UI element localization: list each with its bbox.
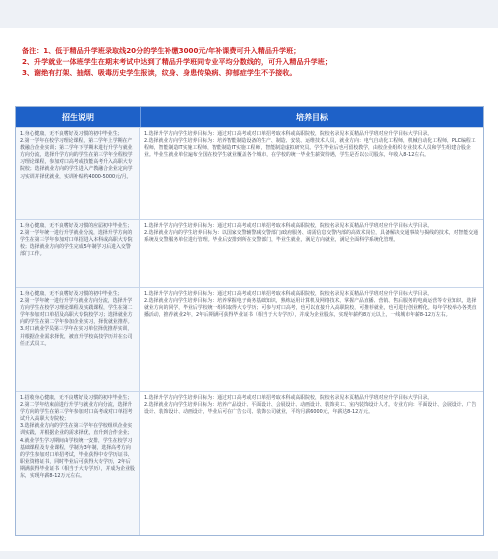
row-2-admission-cell <box>16 220 140 287</box>
table-row <box>16 391 483 535</box>
row-3-right-line-2: 2.选择就业方向学生培养目标为：培养掌握电子商务基础知识，熟练运用计算机及网络技术，掌握产品直播、营销、售后服务的电商运营等专业知识，选择就业方向的同学，毕业后学校统一组织取得大专学历；可参与对口高考，也可以直接升入高职院校，可推荐就业，也可进行创业孵化。每年学校举办各类直播活动，推荐就业2年，2年后期满可获得毕业证书（相当于大专学历），并成为企业股东，实现年薪约8万元以上，一线城市年薪8-12万左右。 <box>144 298 477 319</box>
table-header <box>16 107 483 127</box>
row-2-left-line-1: 1.身心健康，无不良嗜好及习惯的应届初中毕业生； <box>20 223 133 229</box>
row-3-right-line-1: 1.选择升学方向学生培养目标为：通过对口高考或对口单招考取本科或高职院校，院校名录见本页精品升学班对应升学目标大学目录。 <box>144 291 433 297</box>
admission-table <box>15 106 484 536</box>
row-4-left-line-4: 4.就业学生学习期间由学校统一安排，学生在校学习基础课程及专业课程，学制为3年制，选择高考方向的学生参加对口单招考试，毕业获得中专学历证书、职业资格证书，同时毕业后可获得大专学历，2年后期满获得毕业证书（相当于大专学历），并成为企业股东，实现年薪8-12万元左右。 <box>20 437 135 480</box>
table-row <box>16 127 483 219</box>
note-line-1: 备注：1、低于精品升学班录取线20分的学生补缴3000元/年补课费可升入精品升学班； <box>22 46 301 55</box>
row-1-right-line-2: 2.选择就业方向学生培养目标为：培养智能制造设备的生产、制造、安装、运维技术人员，就业方向：电气自动化工程师，机械自动化工程师，PLC编程工程师，智能制造IT实施工程师，智能制造IT实施工程师，智能制造虚拟研究员。学生毕业后也可留校教学，由校企业组织专业技术人员和学生组建合股企业。毕业生就业单位遍布全国在校学生就业覆盖各个城市，在学校的统一毕业生薪资待遇，学生是否以公司股东，年收入8-12左右。 <box>144 138 476 159</box>
row-2-right-line-1: 1.选择升学方向学生培养目标为：通过对口高考或对口单招考取本科或高职院校，院校名录见本页精品升学班对应升学目标大学目录。 <box>144 223 433 229</box>
row-1-goal-cell <box>140 128 483 219</box>
row-1-admission-cell <box>16 128 140 219</box>
row-3-goal-cell <box>140 288 483 391</box>
row-1-left-line-1: 1.身心健康，无不良嗜好及习惯的初中毕业生； <box>20 131 123 137</box>
row-4-left-line-1: 1.招收身心健康，无不良嗜好及习惯的初中毕业生； <box>20 395 133 401</box>
row-1-left-line-2: 2.第一学年在校学习理论课程，第二学年上学期在产教融合企业实训；第二学年下学期未进行升学与就业方向分流，选择升学方向的学生在第三学年全程校学习理论课程，参加对口高考或技能高考升入高职大专院校；选择就业方向的学生进入产教融合企业定向学习实训并择优就业，实训补贴约4000-5000元/月。 <box>20 138 133 180</box>
top-banner-strip <box>0 0 498 28</box>
note-line-3: 3、谢绝有打架、抽烟、吸毒历史学生报读，纹身、身患传染病、抑郁症学生不予接收。 <box>22 67 297 77</box>
row-4-admission-cell <box>16 392 140 535</box>
notes-block <box>22 46 482 78</box>
row-1-right-line-1: 1.选择升学方向学生培养目标为：通过对口高考或对口单招考取本科或高职院校，院校名录见本页精品升学班对应升学目标大学目录。 <box>144 131 433 137</box>
row-3-left-line-3: 3.对口就业学员第三学年在实习单位择优推荐实训，并根据企业需求择优，被直升学校高技学历并在公司任正式员工。 <box>20 326 133 347</box>
row-4-left-line-3: 3.选择就业方向的学生在第三学年在学校组织企业实训实践，并根据企业的需求择优，直升到合作企业； <box>20 423 133 437</box>
row-2-goal-cell <box>140 220 483 287</box>
header-admission-notes: 招生说明 <box>16 107 141 127</box>
row-4-right-line-1: 1.选择升学方向学生培养目标为：通过对口高考或对口单招考取本科或高职院校，院校名录见本页精品升学班对应升学目标大学目录。 <box>144 395 433 401</box>
row-3-admission-cell <box>16 288 140 391</box>
row-2-right-line-2: 2.选择就业方向的学生培养目标为：以国家交警辅警减交警部门/政府服务、请需信息交警内部的高效术岗位，具备解决交通事故与揭线的技术，对智能交通系统及交警服务单位进行管理。毕业后安排到所在交警部门，毕业生就业，满足方向就业，满足全面科学系统化管理。 <box>144 230 478 244</box>
row-2-left-line-2: 2.第一学年统一进行升学就业分流，选择升学方向的学生在第三学年参加对口单招进入本科或高职大专院校；选择就业方向的学生完成5年制学习后进入交警部门工作。 <box>20 230 133 258</box>
row-4-right-line-2: 2.选择就业方向学生培养目标为：培养产品设计、平面设计、会展设计、动画设计、装饰美工、室内装饰设计人才。专业方向：平面设计、会展设计、广告设计、装饰设计、动画设计，毕业后可在广告公司、装饰公司就业，平均月薪6000元，年薪达8-12万元。 <box>144 402 477 416</box>
bottom-strip <box>0 551 498 559</box>
note-line-2: 2、升学就业一体班学生在期末考试中达到了精品升学班同专业平均分数线的，可升入精品升学班； <box>22 56 332 66</box>
row-4-goal-cell <box>140 392 483 535</box>
header-training-goals: 培养目标 <box>296 112 328 122</box>
table-row <box>16 287 483 391</box>
table-row <box>16 219 483 287</box>
row-4-left-line-2: 2.第二学年结束前进行升学与就业方向分流，选择升学方向的学生在第三学年参加对口高考或对口单招考试升入高职大专院校； <box>20 402 133 423</box>
row-3-left-line-2: 2.第一学年统一进行升学与就业方向分流，选择升学方向学生在校学习理论课程及实践课程，学生在第二学年参加对口单招及高职大专院校学习；选择就业方向的学生在第二学年参加企业实习，择优就业推荐。 <box>20 298 133 326</box>
row-3-left-line-1: 1.身心健康，无不良嗜好及习惯的初中毕业生； <box>20 291 123 297</box>
